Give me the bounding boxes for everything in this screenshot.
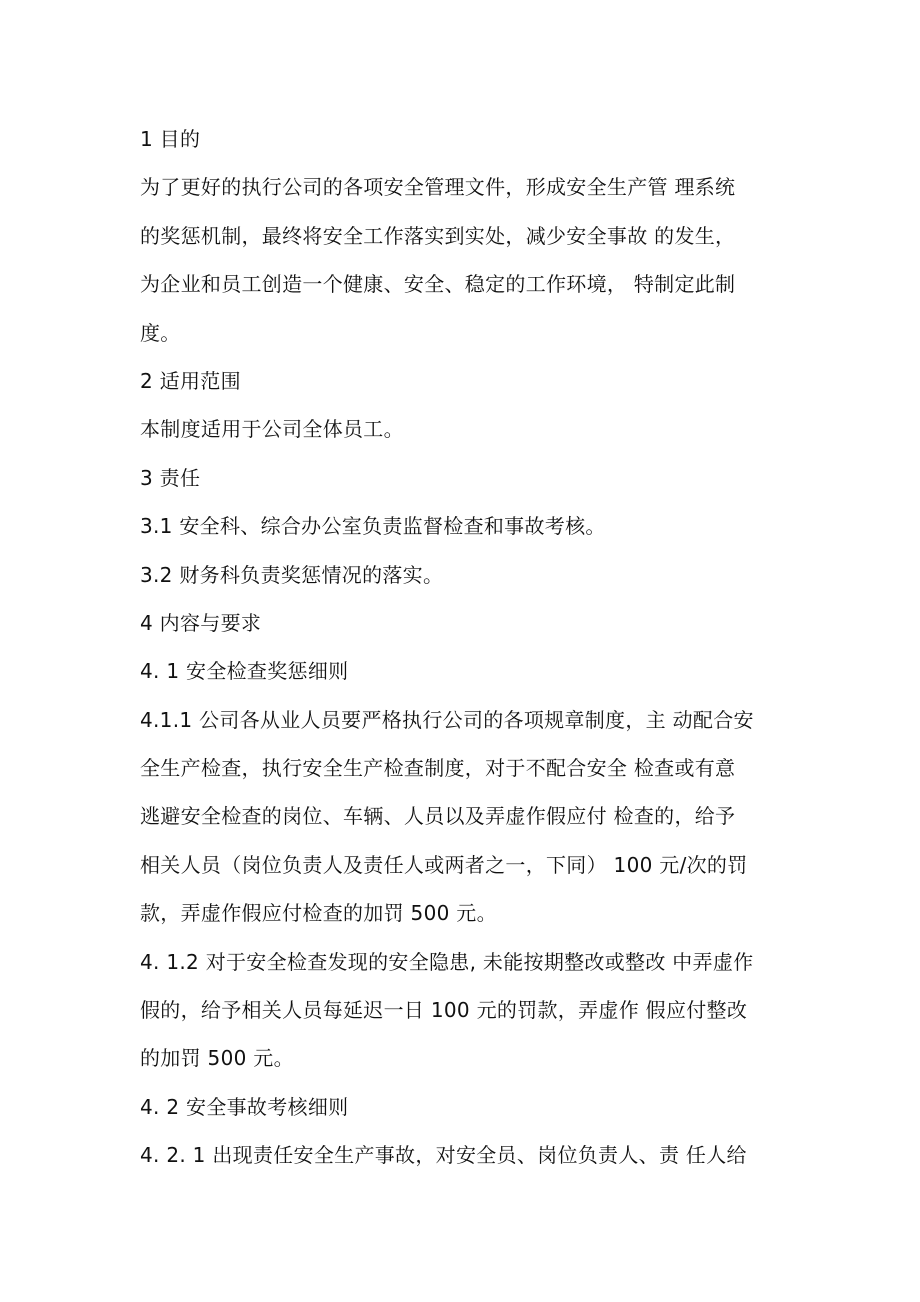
paragraph-line: 4.1.1 公司各从业人员要严格执行公司的各项规章制度，主 动配合安 (140, 707, 754, 732)
document-body (140, 115, 785, 1180)
paragraph-line: 本制度适用于公司全体员工。 (140, 417, 404, 442)
heading-responsibility: 3 责任 (140, 465, 201, 490)
paragraph-line: 4. 2. 1 出现责任安全生产事故，对安全员、岗位负责人、责 任人给 (140, 1143, 747, 1168)
subheading-accident-rules: 4. 2 安全事故考核细则 (140, 1094, 349, 1119)
paragraph-line: 为了更好的执行公司的各项安全管理文件，形成安全生产管 理系统 (140, 175, 736, 200)
paragraph-line: 假的，给予相关人员每延迟一日 100 元的罚款，弄虚作 假应付整改 (140, 998, 748, 1023)
paragraph-line: 3.1 安全科、综合办公室负责监督检查和事故考核。 (140, 514, 606, 539)
paragraph-line: 相关人员（岗位负责人及责任人或两者之一，下同） 100 元/次的罚 (140, 852, 748, 877)
paragraph-line: 4. 1.2 对于安全检查发现的安全隐患, 未能按期整改或整改 中弄虚作 (140, 949, 754, 974)
paragraph-line: 为企业和员工创造一个健康、安全、稳定的工作环境， 特制定此制 (140, 272, 736, 297)
heading-scope: 2 适用范围 (140, 368, 241, 393)
paragraph-line: 逃避安全检查的岗位、车辆、人员以及弄虚作假应付 检查的，给予 (140, 804, 736, 829)
paragraph-line: 的加罚 500 元。 (140, 1046, 294, 1071)
subheading-inspection-rules: 4. 1 安全检查奖惩细则 (140, 659, 349, 684)
paragraph-line: 全生产检查，执行安全生产检查制度，对于不配合安全 检查或有意 (140, 756, 736, 781)
paragraph-line: 度。 (140, 320, 181, 345)
heading-purpose: 1 目的 (140, 127, 201, 151)
heading-content-requirements: 4 内容与要求 (140, 610, 262, 635)
paragraph-line: 3.2 财务科负责奖惩情况的落实。 (140, 562, 444, 587)
paragraph-line: 款，弄虚作假应付检查的加罚 500 元。 (140, 901, 497, 926)
paragraph-line: 的奖惩机制，最终将安全工作落实到实处，减少安全事故 的发生， (140, 223, 736, 248)
